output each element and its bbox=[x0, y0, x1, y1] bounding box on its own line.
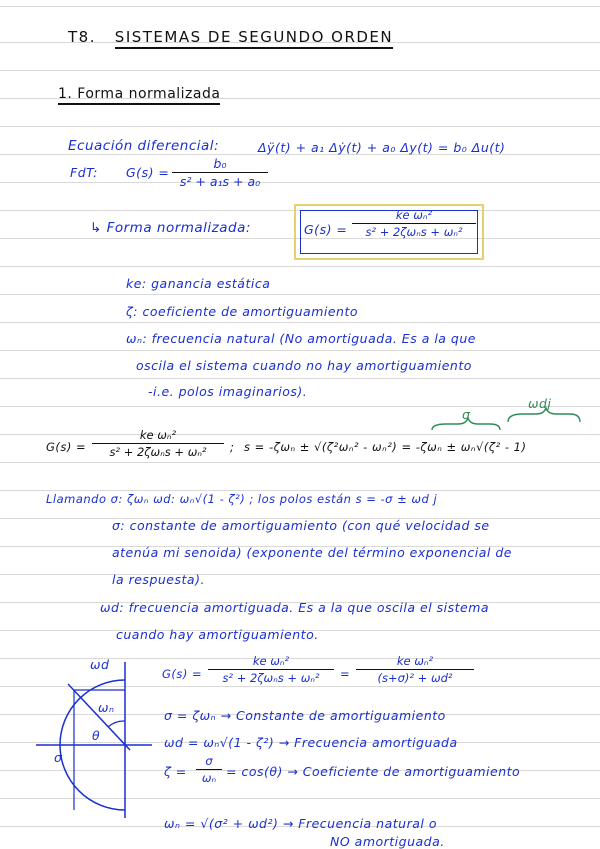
formula-zeta-rest: = cos(θ) → Coeficiente de amortiguamiento bbox=[226, 764, 521, 779]
poles-num: ke ωₙ² bbox=[92, 428, 224, 444]
diagram-wn-label: ωₙ bbox=[98, 700, 115, 715]
poles-sep: ; bbox=[230, 440, 235, 454]
def-wn-2: oscila el sistema cuando no hay amortiguamiento bbox=[136, 358, 472, 373]
fdt-label: FdT: bbox=[70, 165, 98, 180]
brace-sigma bbox=[432, 418, 500, 430]
ecuacion-expr: Δÿ(t) + a₁ Δẏ(t) + a₀ Δy(t) = b₀ Δu(t) bbox=[258, 140, 506, 155]
fdt-lhs: G(s) = bbox=[126, 165, 170, 180]
formula-sigma: σ = ζωₙ → Constante de amortiguamiento bbox=[164, 708, 446, 723]
brace-wd bbox=[508, 408, 580, 422]
def-wn-1: ωₙ: frecuencia natural (No amortiguada. Es a la que bbox=[126, 331, 476, 346]
formula-zeta-lhs: ζ = bbox=[164, 764, 187, 779]
llamando-sigma-1: σ: constante de amortiguamiento (con qué velocidad se bbox=[112, 518, 490, 533]
llamando-sigma-2: atenúa mi senoida) (exponente del término exponencial de bbox=[112, 545, 512, 560]
formula-g-fraction-1 bbox=[208, 654, 334, 685]
formula-zeta-num: σ bbox=[196, 754, 222, 770]
llamando-wd-2: cuando hay amortiguamiento. bbox=[116, 627, 319, 642]
diagram-theta-label: θ bbox=[92, 728, 101, 743]
section-text: 1. Forma normalizada bbox=[58, 86, 220, 105]
poles-den: s² + 2ζωₙs + ωₙ² bbox=[109, 445, 207, 459]
formula-g-den-2: (s+σ)² + ωd² bbox=[377, 671, 453, 685]
formula-g-eq: = bbox=[340, 667, 351, 681]
formula-zeta-den: ωₙ bbox=[201, 771, 217, 785]
ecuacion-label: Ecuación diferencial: bbox=[68, 138, 220, 154]
normalizada-lhs: G(s) = bbox=[304, 222, 348, 237]
llamando-line: Llamando σ: ζωₙ ωd: ωₙ√(1 - ζ²) ; los polos están s = -σ ± ωd j bbox=[46, 492, 438, 506]
formula-wn-1: ωₙ = √(σ² + ωd²) → Frecuencia natural o bbox=[164, 816, 437, 831]
title-text: SISTEMAS DE SEGUNDO ORDEN bbox=[115, 28, 393, 49]
def-ke: ke: ganancia estática bbox=[126, 276, 271, 291]
fdt-den: s² + a₁s + a₀ bbox=[179, 174, 261, 189]
formula-g-den-1: s² + 2ζωₙs + ωₙ² bbox=[222, 671, 320, 685]
poles-lhs: G(s) = bbox=[46, 440, 87, 454]
diagram-wd-label: ωd bbox=[90, 657, 110, 672]
def-zeta: ζ: coeficiente de amortiguamiento bbox=[126, 304, 359, 319]
poles-expr: s = -ζωₙ ± √(ζ²ωₙ² - ωₙ²) = -ζωₙ ± ωₙ√(ζ² - 1) bbox=[244, 440, 527, 454]
brace-sigma-label: σ bbox=[462, 407, 471, 422]
formula-wn-2: NO amortiguada. bbox=[330, 834, 445, 849]
normalizada-label: ↳ Forma normalizada: bbox=[90, 220, 251, 236]
title-number: T8. bbox=[68, 28, 96, 46]
formula-zeta-fraction bbox=[196, 754, 222, 785]
formula-g-fraction-2 bbox=[356, 654, 474, 685]
brace-wd-label: ωdj bbox=[528, 396, 552, 411]
formula-wd: ωd = ωₙ√(1 - ζ²) → Frecuencia amortiguada bbox=[164, 735, 458, 750]
diagram-sigma-label: σ bbox=[54, 750, 63, 765]
theta-arc bbox=[108, 721, 125, 727]
llamando-sigma-3: la respuesta). bbox=[112, 572, 205, 587]
normalizada-num: ke ωₙ² bbox=[352, 208, 476, 224]
fdt-num: b₀ bbox=[172, 156, 268, 173]
formula-g-lhs: G(s) = bbox=[162, 667, 203, 681]
formula-g-num-2: ke ωₙ² bbox=[356, 654, 474, 670]
def-wn-3: -i.e. polos imaginarios). bbox=[148, 384, 308, 399]
llamando-wd-1: ωd: frecuencia amortiguada. Es a la que oscila el sistema bbox=[100, 600, 490, 615]
formula-g-num-1: ke ωₙ² bbox=[208, 654, 334, 670]
normalizada-den: s² + 2ζωₙs + ωₙ² bbox=[365, 225, 463, 239]
